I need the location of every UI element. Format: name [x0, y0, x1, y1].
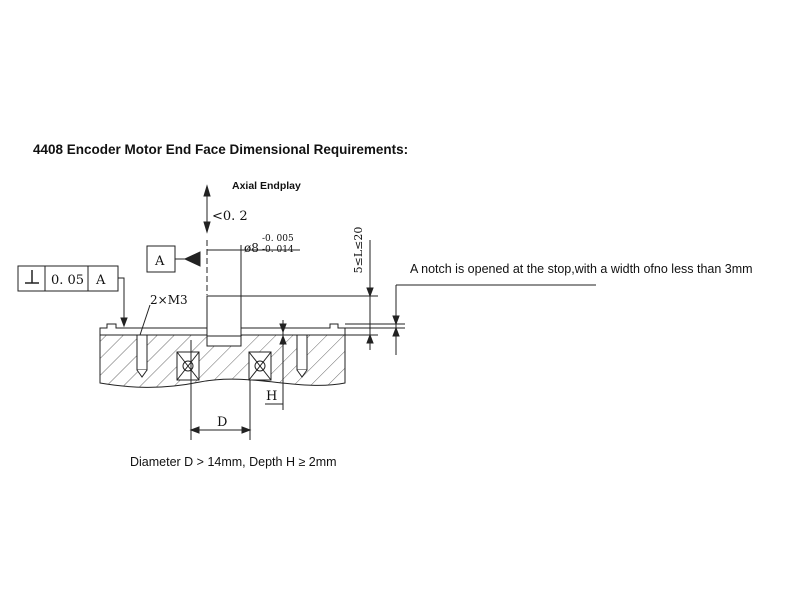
dim-d-label: D: [217, 415, 228, 430]
perpendicularity-value: 0. 05: [51, 273, 85, 288]
perp-leader: [118, 278, 124, 322]
m3-hole-left: [137, 335, 147, 370]
shaft-diameter: ø8: [244, 241, 259, 255]
datum-a-letter: A: [155, 254, 165, 269]
endplay-arrow-up: [204, 186, 210, 196]
l-range-label: 5≤L≤20: [352, 226, 365, 274]
endplay-arrow-down: [204, 222, 210, 232]
page-title: 4408 Encoder Motor End Face Dimensional Requirements:: [33, 142, 409, 157]
shaft: [207, 296, 241, 336]
notch-note: A notch is opened at the stop,with a width ofno less than 3mm: [410, 262, 753, 276]
diameter-depth-note: Diameter D > 14mm, Depth H ≥ 2mm: [130, 455, 337, 469]
axial-endplay-label: Axial Endplay: [232, 180, 301, 192]
m3-hole-right: [297, 335, 307, 370]
dim-h-label: H: [266, 389, 278, 404]
datum-a-triangle: [185, 252, 200, 266]
endplay-value: <0. 2: [212, 209, 248, 224]
perpendicularity-datum: A: [96, 273, 106, 288]
tolerance-lower: -0. 014: [262, 245, 294, 255]
holes-label: 2×M3: [150, 293, 188, 307]
tolerance-upper: -0. 005: [262, 234, 294, 244]
holes-leader: [140, 305, 150, 335]
